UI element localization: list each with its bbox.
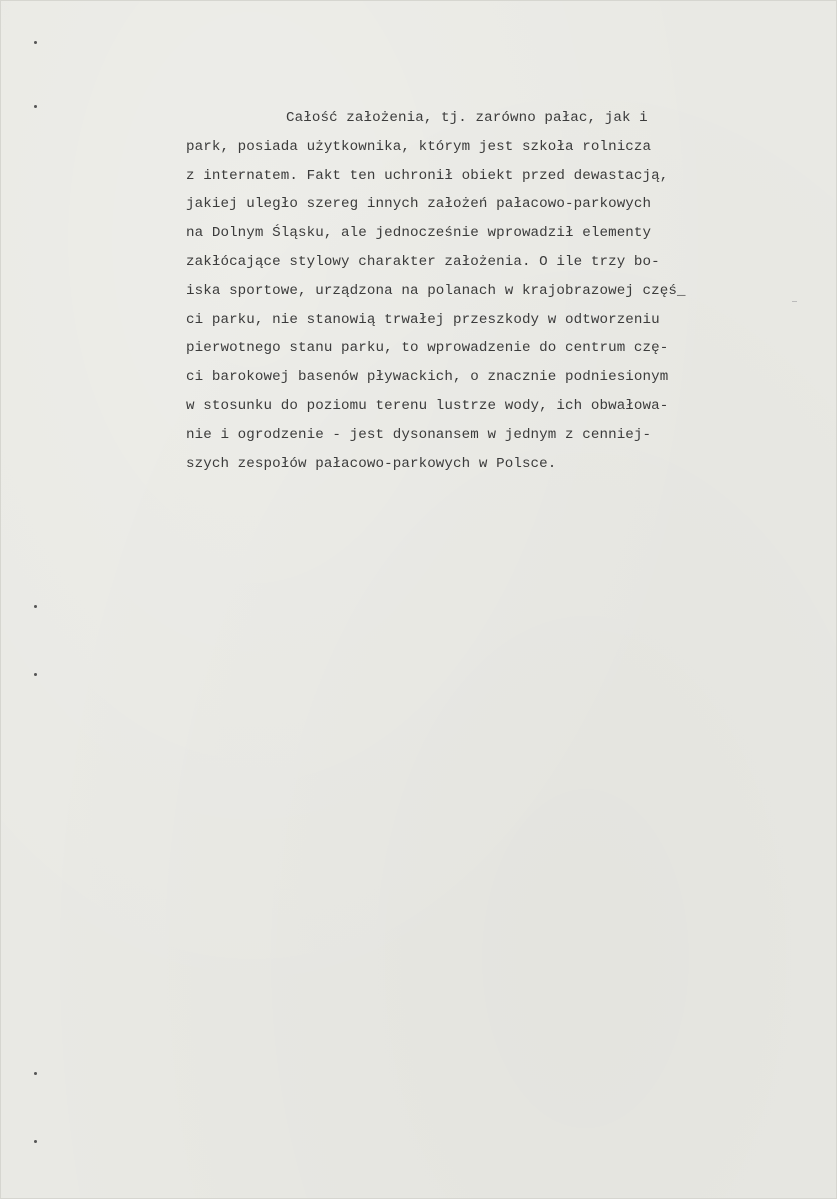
paragraph-line: z internatem. Fakt ten uchronił obiekt przed dewastacją, <box>186 167 669 184</box>
paragraph-line: pierwotnego stanu parku, to wprowadzenie do centrum czę- <box>186 340 669 357</box>
paragraph-line: iska sportowe, urządzona na polanach w krajobrazowej częś_ <box>186 282 686 299</box>
binder-hole-mark <box>34 41 37 44</box>
paragraph-line: nie i ogrodzenie - jest dysonansem w jednym z cenniej- <box>186 426 652 443</box>
paragraph-line: w stosunku do poziomu terenu lustrze wody, ich obwałowa- <box>186 397 669 414</box>
binder-hole-mark <box>34 1072 37 1075</box>
binder-hole-mark <box>34 673 37 676</box>
paragraph-line: ci parku, nie stanowią trwałej przeszkody w odtworzeniu <box>186 311 660 328</box>
paragraph-line: na Dolnym Śląsku, ale jednocześnie wprowadził elementy <box>186 225 652 242</box>
paragraph-line: park, posiada użytkownika, którym jest szkoła rolnicza <box>186 138 652 155</box>
binder-hole-mark <box>34 1140 37 1143</box>
stray-mark <box>792 301 797 302</box>
binder-hole-mark <box>34 105 37 108</box>
paragraph-line: jakiej uległo szereg innych założeń pałacowo-parkowych <box>186 196 652 213</box>
paragraph-line: Całość założenia, tj. zarówno pałac, jak i <box>286 110 648 126</box>
binder-hole-mark <box>34 605 37 608</box>
paragraph-line: ci barokowej basenów pływackich, o znacznie podniesionym <box>186 369 669 386</box>
typewritten-paragraph <box>186 104 786 478</box>
paragraph-line: zakłócające stylowy charakter założenia. O ile trzy bo- <box>186 253 660 270</box>
paragraph-line: szych zespołów pałacowo-parkowych w Polsce. <box>186 455 557 472</box>
